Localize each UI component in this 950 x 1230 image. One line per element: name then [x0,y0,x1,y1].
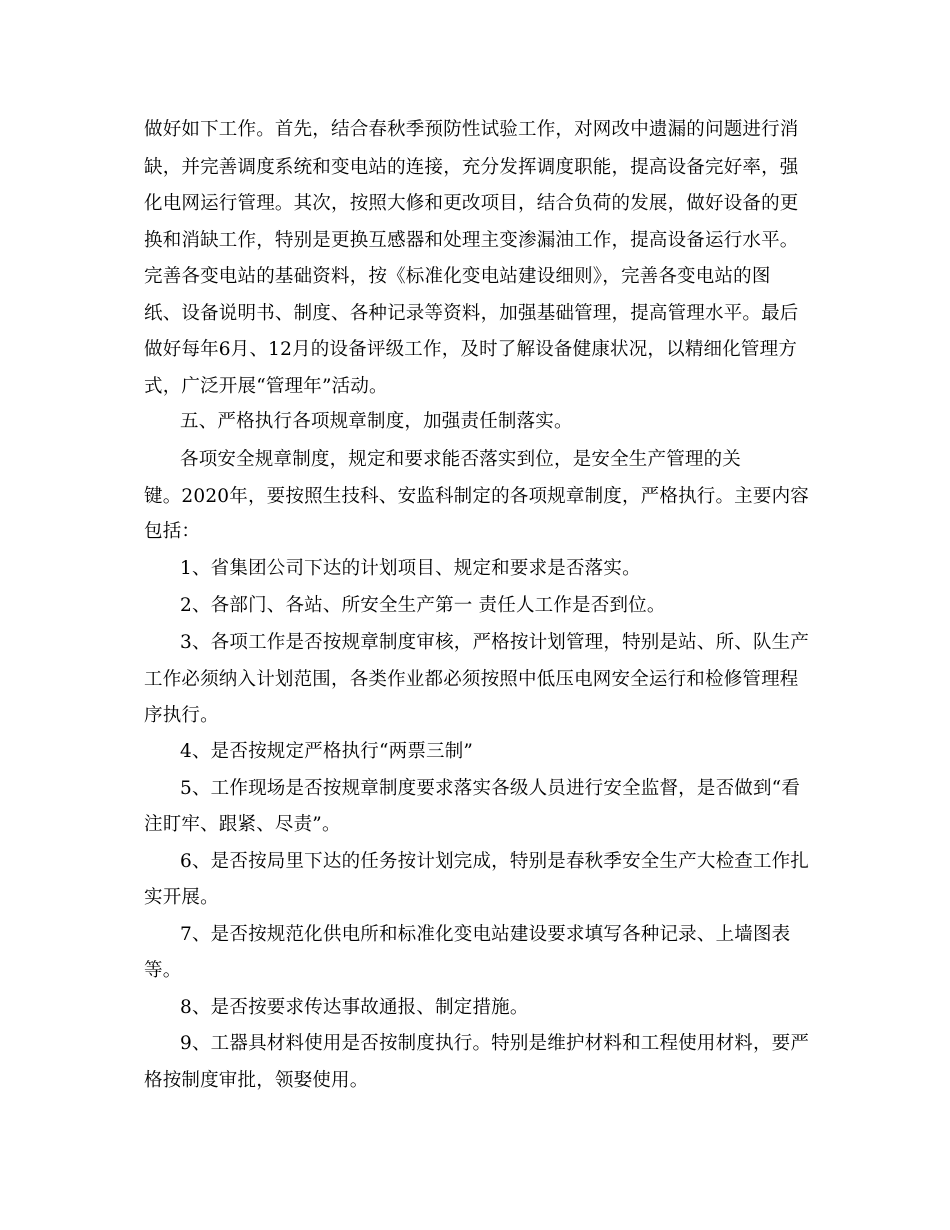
list-item: 9、工器具材料使用是否按制度执行。特别是维护材料和工程使用材料，要严 [180,1033,810,1054]
text-line: 工作必须纳入计划范围，各类作业都必须按照中低压电网安全运行和检修管理程 [144,669,799,690]
text-line: 纸、设备说明书、制度、各种记录等资料，加强基础管理，提高管理水平。最后 [144,303,799,324]
list-item: 8、是否按要求传达事故通报、制定措施。 [180,997,529,1018]
list-item: 1、省集团公司下达的计划项目、规定和要求是否落实。 [180,558,641,579]
text-line: 完善各变电站的基础资料，按《标准化变电站建设细则》，完善各变电站的图 [144,266,771,287]
text-line: 化电网运行管理。其次，按照大修和更改项目，结合负荷的发展，做好设备的更 [144,193,799,214]
text-line: 换和消缺工作，特别是更换互感器和处理主变渗漏油工作，提高设备运行水平。 [144,230,799,251]
text-line: 式，广泛开展“管理年”活动。 [144,376,388,397]
list-item: 3、各项工作是否按规章制度审核，严格按计划管理，特别是站、所、队生产 [180,632,810,653]
section-heading: 五、严格执行各项规章制度，加强责任制落实。 [180,411,573,432]
text-line: 序执行。 [144,705,219,726]
list-item: 2、各部门、各站、所安全生产第一 责任人工作是否到位。 [180,595,666,616]
list-item: 4、是否按规定严格执行“两票三制” [180,741,474,762]
text-line: 做好每年6月、12月的设备评级工作，及时了解设备健康状况，以精细化管理方 [144,339,798,360]
list-item: 5、工作现场是否按规章制度要求落实各级人员进行安全监督，是否做到“看 [180,778,801,799]
text-line: 各项安全规章制度，规定和要求能否落实到位，是安全生产管理的关 [180,449,742,470]
text-line: 等。 [144,960,182,981]
text-line: 做好如下工作。首先，结合春秋季预防性试验工作，对网改中遗漏的问题进行消 [144,119,799,140]
text-line: 包括： [144,521,201,542]
text-line: 格按制度审批，领娶使用。 [144,1070,369,1091]
list-item: 6、是否按局里下达的任务按计划完成，特别是春秋季安全生产大检查工作扎 [180,851,810,872]
text-line: 注盯牢、跟紧、尽责”。 [144,814,341,835]
text-line: 缺，并完善调度系统和变电站的连接，充分发挥调度职能，提高设备完好率，强 [144,157,799,178]
list-item: 7、是否按规范化供电所和标准化变电站建设要求填写各种记录、上墙图表 [180,924,791,945]
text-line: 键。2020年，要按照生技科、安监科制定的各项规章制度，严格执行。主要内容 [144,486,809,507]
text-line: 实开展。 [144,887,219,908]
